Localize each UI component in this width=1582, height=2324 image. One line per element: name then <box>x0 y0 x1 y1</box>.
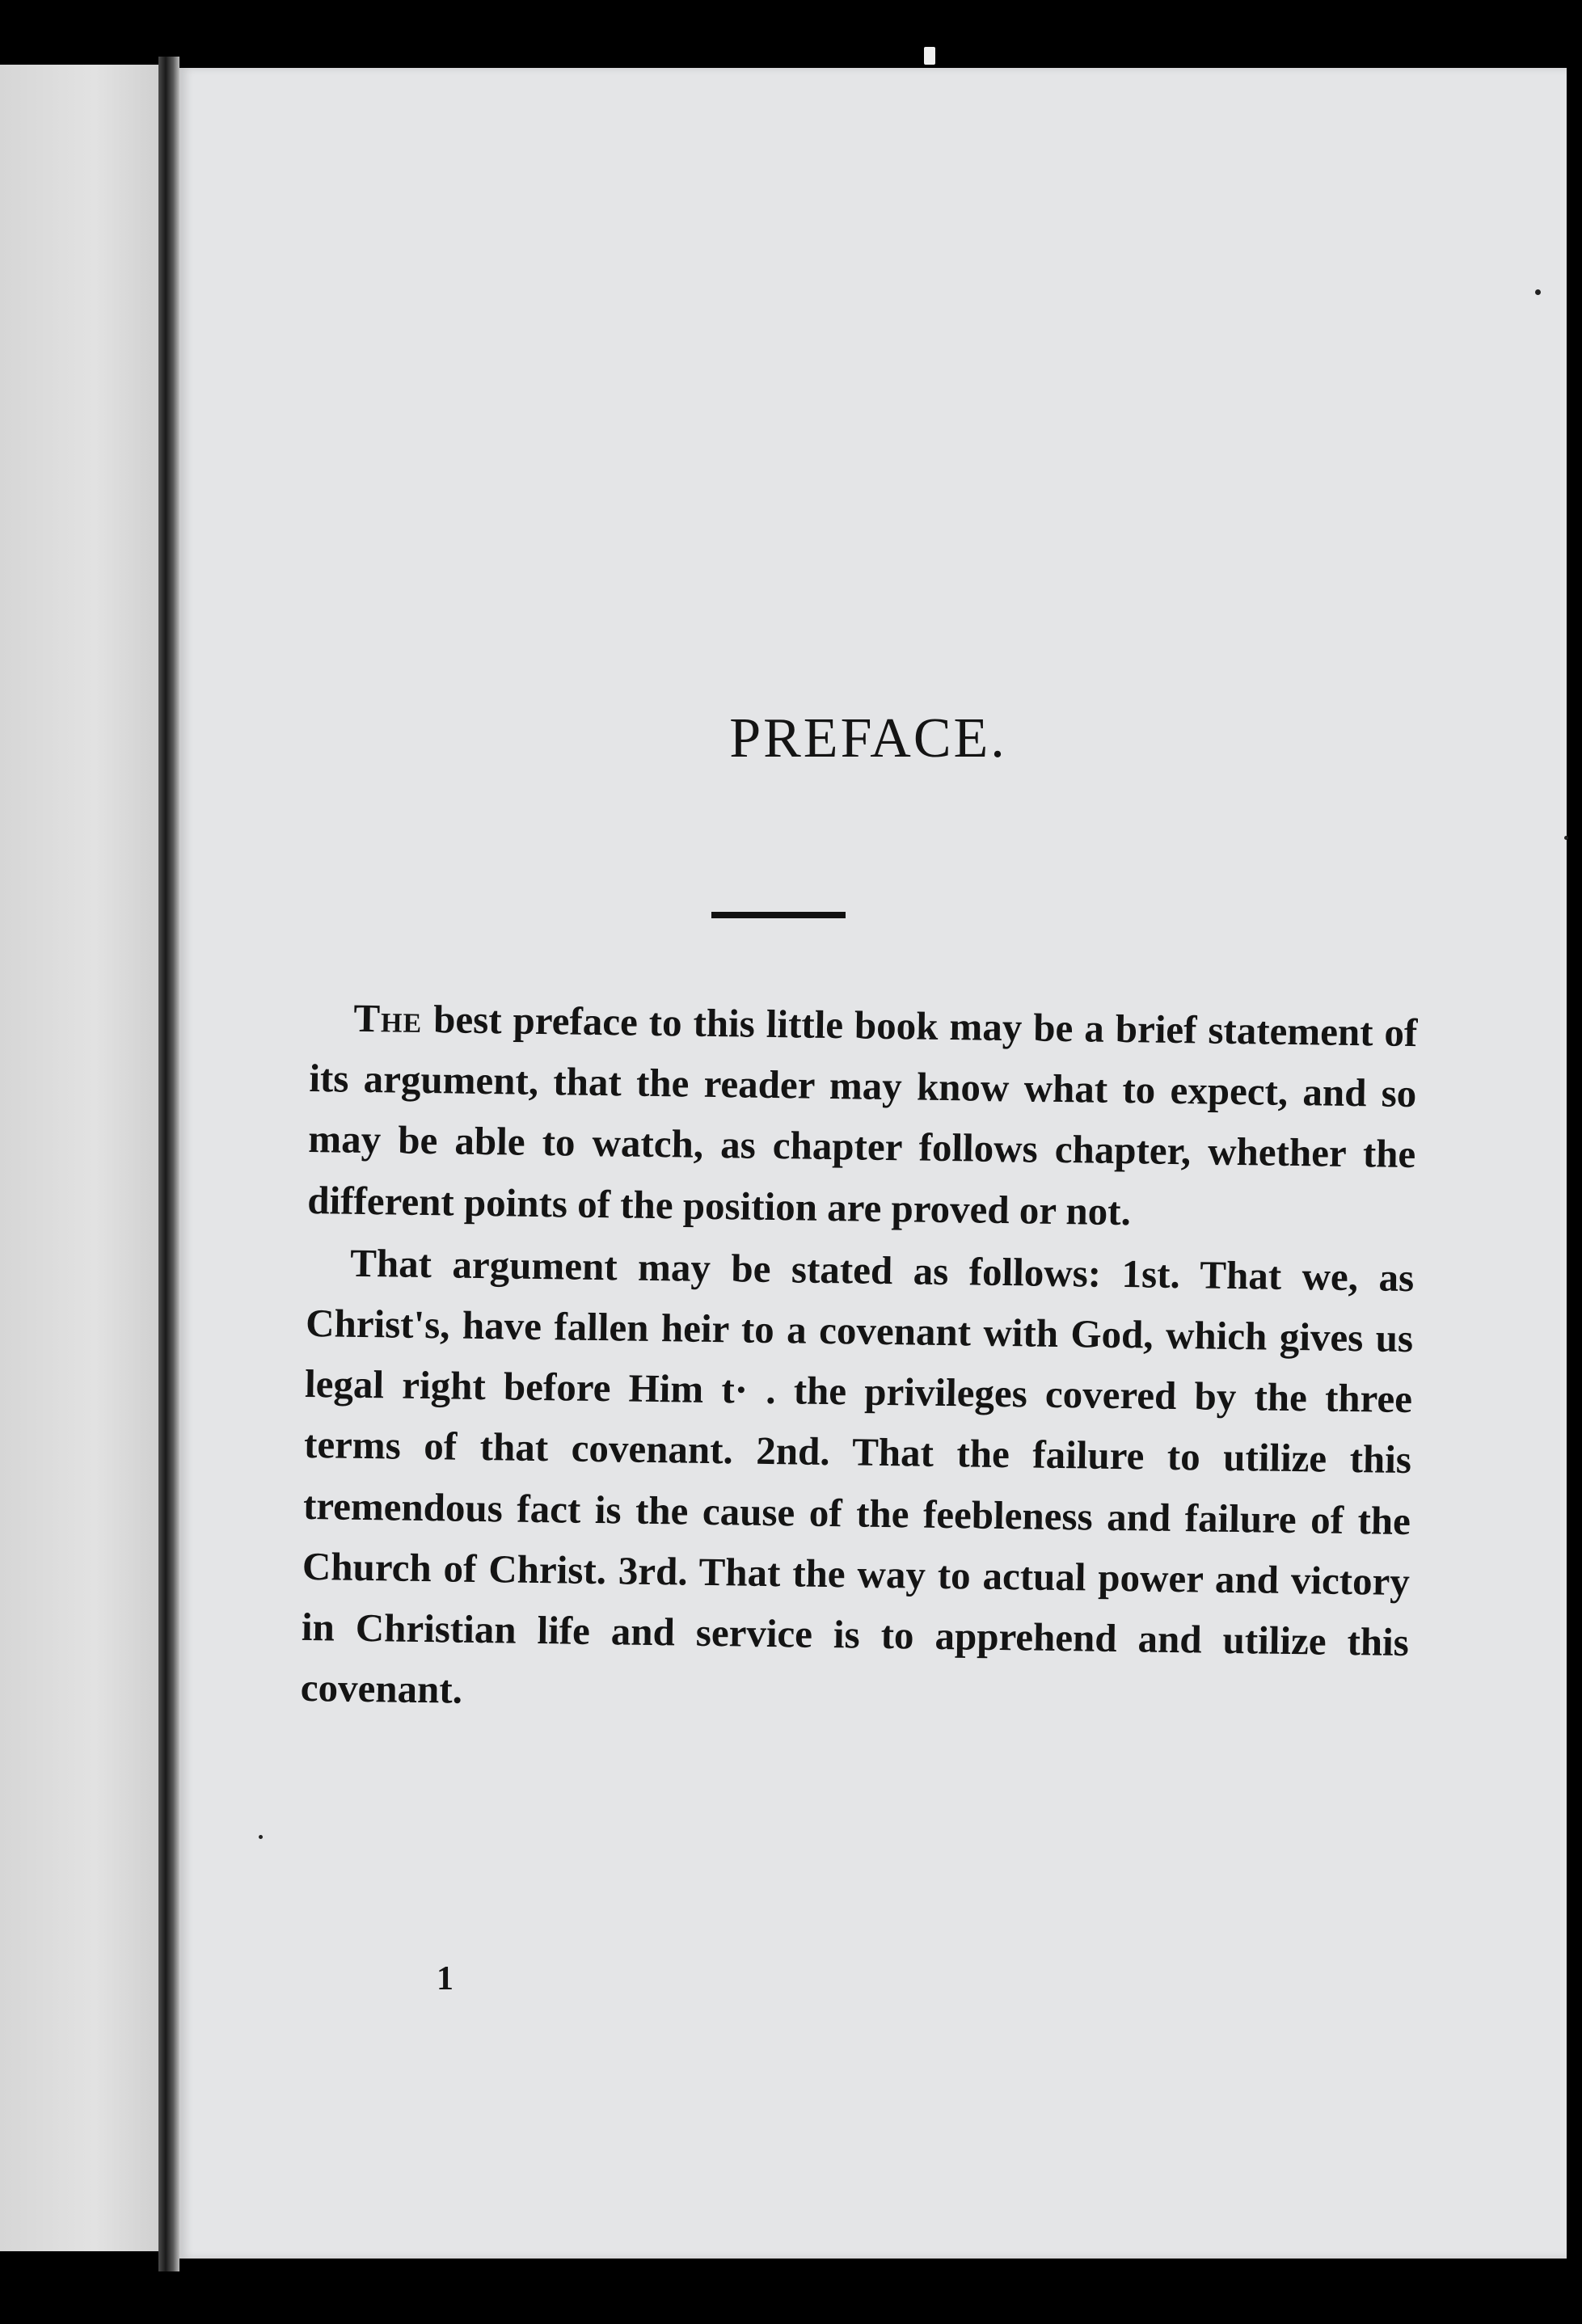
preface-body <box>300 987 1417 1733</box>
paragraph-2 <box>300 1232 1414 1734</box>
paragraph-1 <box>307 987 1418 1246</box>
paragraph-text: best preface to this little book may be a brief statement of its argument, that the reader may know what to expect, and so may be able to watch, as chapter follows chapter, whether the different points of the position are proved or not. <box>306 996 1418 1234</box>
paragraph-text: That argument may be stated as follows: 1st. That we, as Christ's, have fallen heir to a covenant with God, which gives us legal right before Him t· . the privileges covered by the three terms of that covenant. 2nd. That the failure to utilize this tremendous fact is the cause of the feebleness and failure of the Church of Christ. 3rd. That the way to actual power and victory in Christian life and service is to apprehend and utilize this covenant. <box>300 1240 1415 1712</box>
page-title: PREFACE. <box>729 707 1007 770</box>
paragraph-lead-word: The <box>353 995 423 1041</box>
preface-page <box>179 68 1567 2259</box>
title-rule <box>711 912 846 918</box>
page-number: 1 <box>437 1960 454 1997</box>
book-gutter <box>158 57 179 2271</box>
facing-page-edge <box>0 65 158 2251</box>
